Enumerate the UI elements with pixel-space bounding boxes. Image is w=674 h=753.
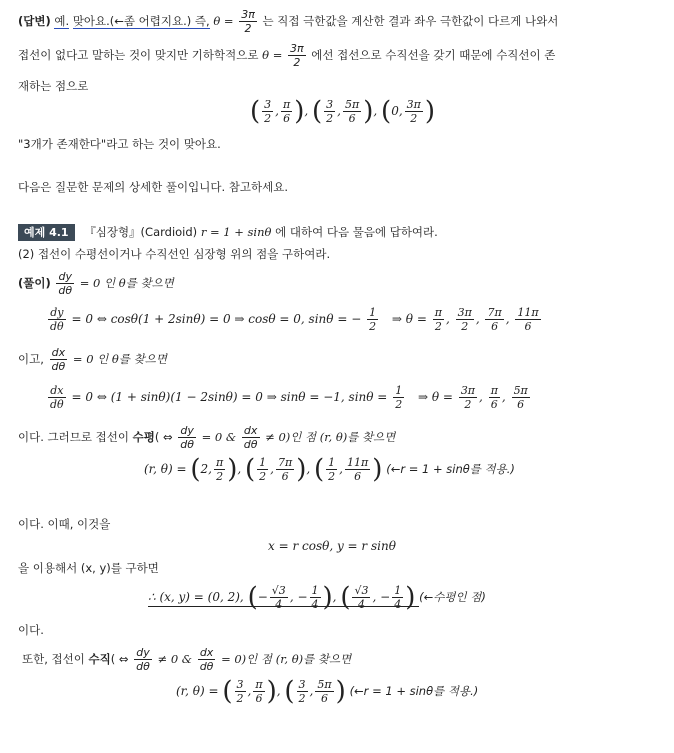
horizontal-points: (r, θ) = (2, $\frac{\pi}{2}$ ), ( $\frac{1}{2}$ , $\frac{7\pi}{6}$ ), ( $\frac{1}{2}$ , $\frac{11\pi}{6}$ ) (←r = 1 + sinθ를 적용.) — [144, 454, 515, 485]
answer-yes: 예. — [54, 14, 70, 28]
exist-line: "3개가 존재한다"라고 하는 것이 맞아요. — [18, 137, 221, 151]
then-line: 이다. 이때, 이것을 — [18, 517, 111, 531]
question-2: (2) 접선이 수평선이거나 수직선인 심장형 위의 점을 구하여라. — [18, 247, 331, 261]
fraction: $\frac{dy}{d\theta}$ — [58, 270, 73, 297]
example-badge: 예제 4.1 — [18, 224, 75, 241]
line2-text2: 에선 접선으로 수직선을 갖기 때문에 수직선이 존 — [311, 48, 556, 62]
line-3: 재하는 점으로 — [18, 79, 89, 93]
solution-line — [18, 270, 174, 297]
horizontal-condition: 이다. 그러므로 접선이 수평( ⇔ $\frac{dy}{d\theta}$ = 0 & $\frac{dx}{d\theta}$ ≠ 0)인 점 (r, θ)를 찾으면 — [18, 424, 396, 451]
xy-result: ∴ (x, y) = (0, 2), (− $\frac{√3}{4}$ , − $\frac{1}{4}$ ), ( $\frac{√3}{4}$ , − $\frac{1}{4}$ ) (←수평인 점) — [148, 582, 486, 613]
line2-text1: 접선이 없다고 말하는 것이 맞지만 기하학적으로 — [18, 48, 259, 62]
answer-rest: 맞아요.(←좀 어렵지요.) 즉, — [72, 14, 210, 28]
xy-equation: x = r cosθ, y = r sinθ — [268, 539, 396, 553]
answer-line — [18, 8, 558, 35]
theta-eq: θ = — [213, 14, 234, 28]
xy-result-underlined: ∴ (x, y) = (0, 2), (− $\frac{√3}{4}$ , − $\frac{1}{4}$ ), ( $\frac{√3}{4}$ , − $\frac{1}{4}$ ) — [148, 590, 419, 607]
fraction: $\frac{3\pi}{2}$ — [241, 8, 255, 35]
solution-label: (풀이) — [18, 276, 51, 290]
also-line: 이고, $\frac{dx}{d\theta}$ = 0 인 θ를 찾으면 — [18, 346, 167, 373]
fraction: $\frac{3\pi}{2}$ — [290, 42, 304, 69]
example-title-tail: 에 대하여 다음 물음에 답하여라. — [275, 225, 438, 239]
answer-tail: 는 직접 극한값을 계산한 결과 좌우 극한값이 다르게 나와서 — [262, 14, 559, 28]
example-title: 『심장형』(Cardioid) — [84, 225, 198, 239]
equation-a: $\frac{dy}{d\theta}$ = 0 ⇔ cosθ(1 + 2sinθ) = 0 ⇒ cosθ = 0, sinθ = − $\frac{1}{2}$ ⇒ θ = $\frac{\pi}{2}$ , $\frac{3\pi}{2}$ , $\frac{7\pi}{6}$ , $\frac{11\pi}{6}$ — [50, 306, 539, 333]
example-eq: r = 1 + sinθ — [200, 225, 272, 239]
detail-line: 다음은 질문한 문제의 상세한 풀이입니다. 참고하세요. — [18, 180, 288, 194]
example-header — [18, 224, 438, 241]
solution-eq: = 0 인 θ를 찾으면 — [79, 276, 174, 290]
points-line: ( $\frac{3}{2}$ , $\frac{\pi}{6}$ ), ( $\frac{3}{2}$ , $\frac{5\pi}{6}$ ), (0, $\frac{3\pi}{2}$ ) — [250, 96, 436, 127]
line-2 — [18, 42, 555, 69]
vertical-points: (r, θ) = ( $\frac{3}{2}$ , $\frac{\pi}{6}$ ), ( $\frac{3}{2}$ , $\frac{5\pi}{6}$ ) (←r = 1 + sinθ를 적용.) — [176, 676, 479, 707]
vertical-condition: 또한, 접선이 수직( ⇔ $\frac{dy}{d\theta}$ ≠ 0 & $\frac{dx}{d\theta}$ = 0)인 점 (r, θ)를 찾으면 — [22, 646, 352, 673]
ida-line: 이다. — [18, 623, 44, 637]
line2-theta: θ = — [262, 48, 283, 62]
use-xy-line: 을 이용해서 (x, y)를 구하면 — [18, 561, 159, 575]
equation-b: $\frac{dx}{d\theta}$ = 0 ⇔ (1 + sinθ)(1 − 2sinθ) = 0 ⇒ sinθ = −1, sinθ = $\frac{1}{2}$ ⇒ θ = $\frac{3\pi}{2}$ , $\frac{\pi}{6}$ , $\frac{5\pi}{6}$ — [50, 384, 528, 411]
answer-label: (답변) — [18, 14, 51, 28]
